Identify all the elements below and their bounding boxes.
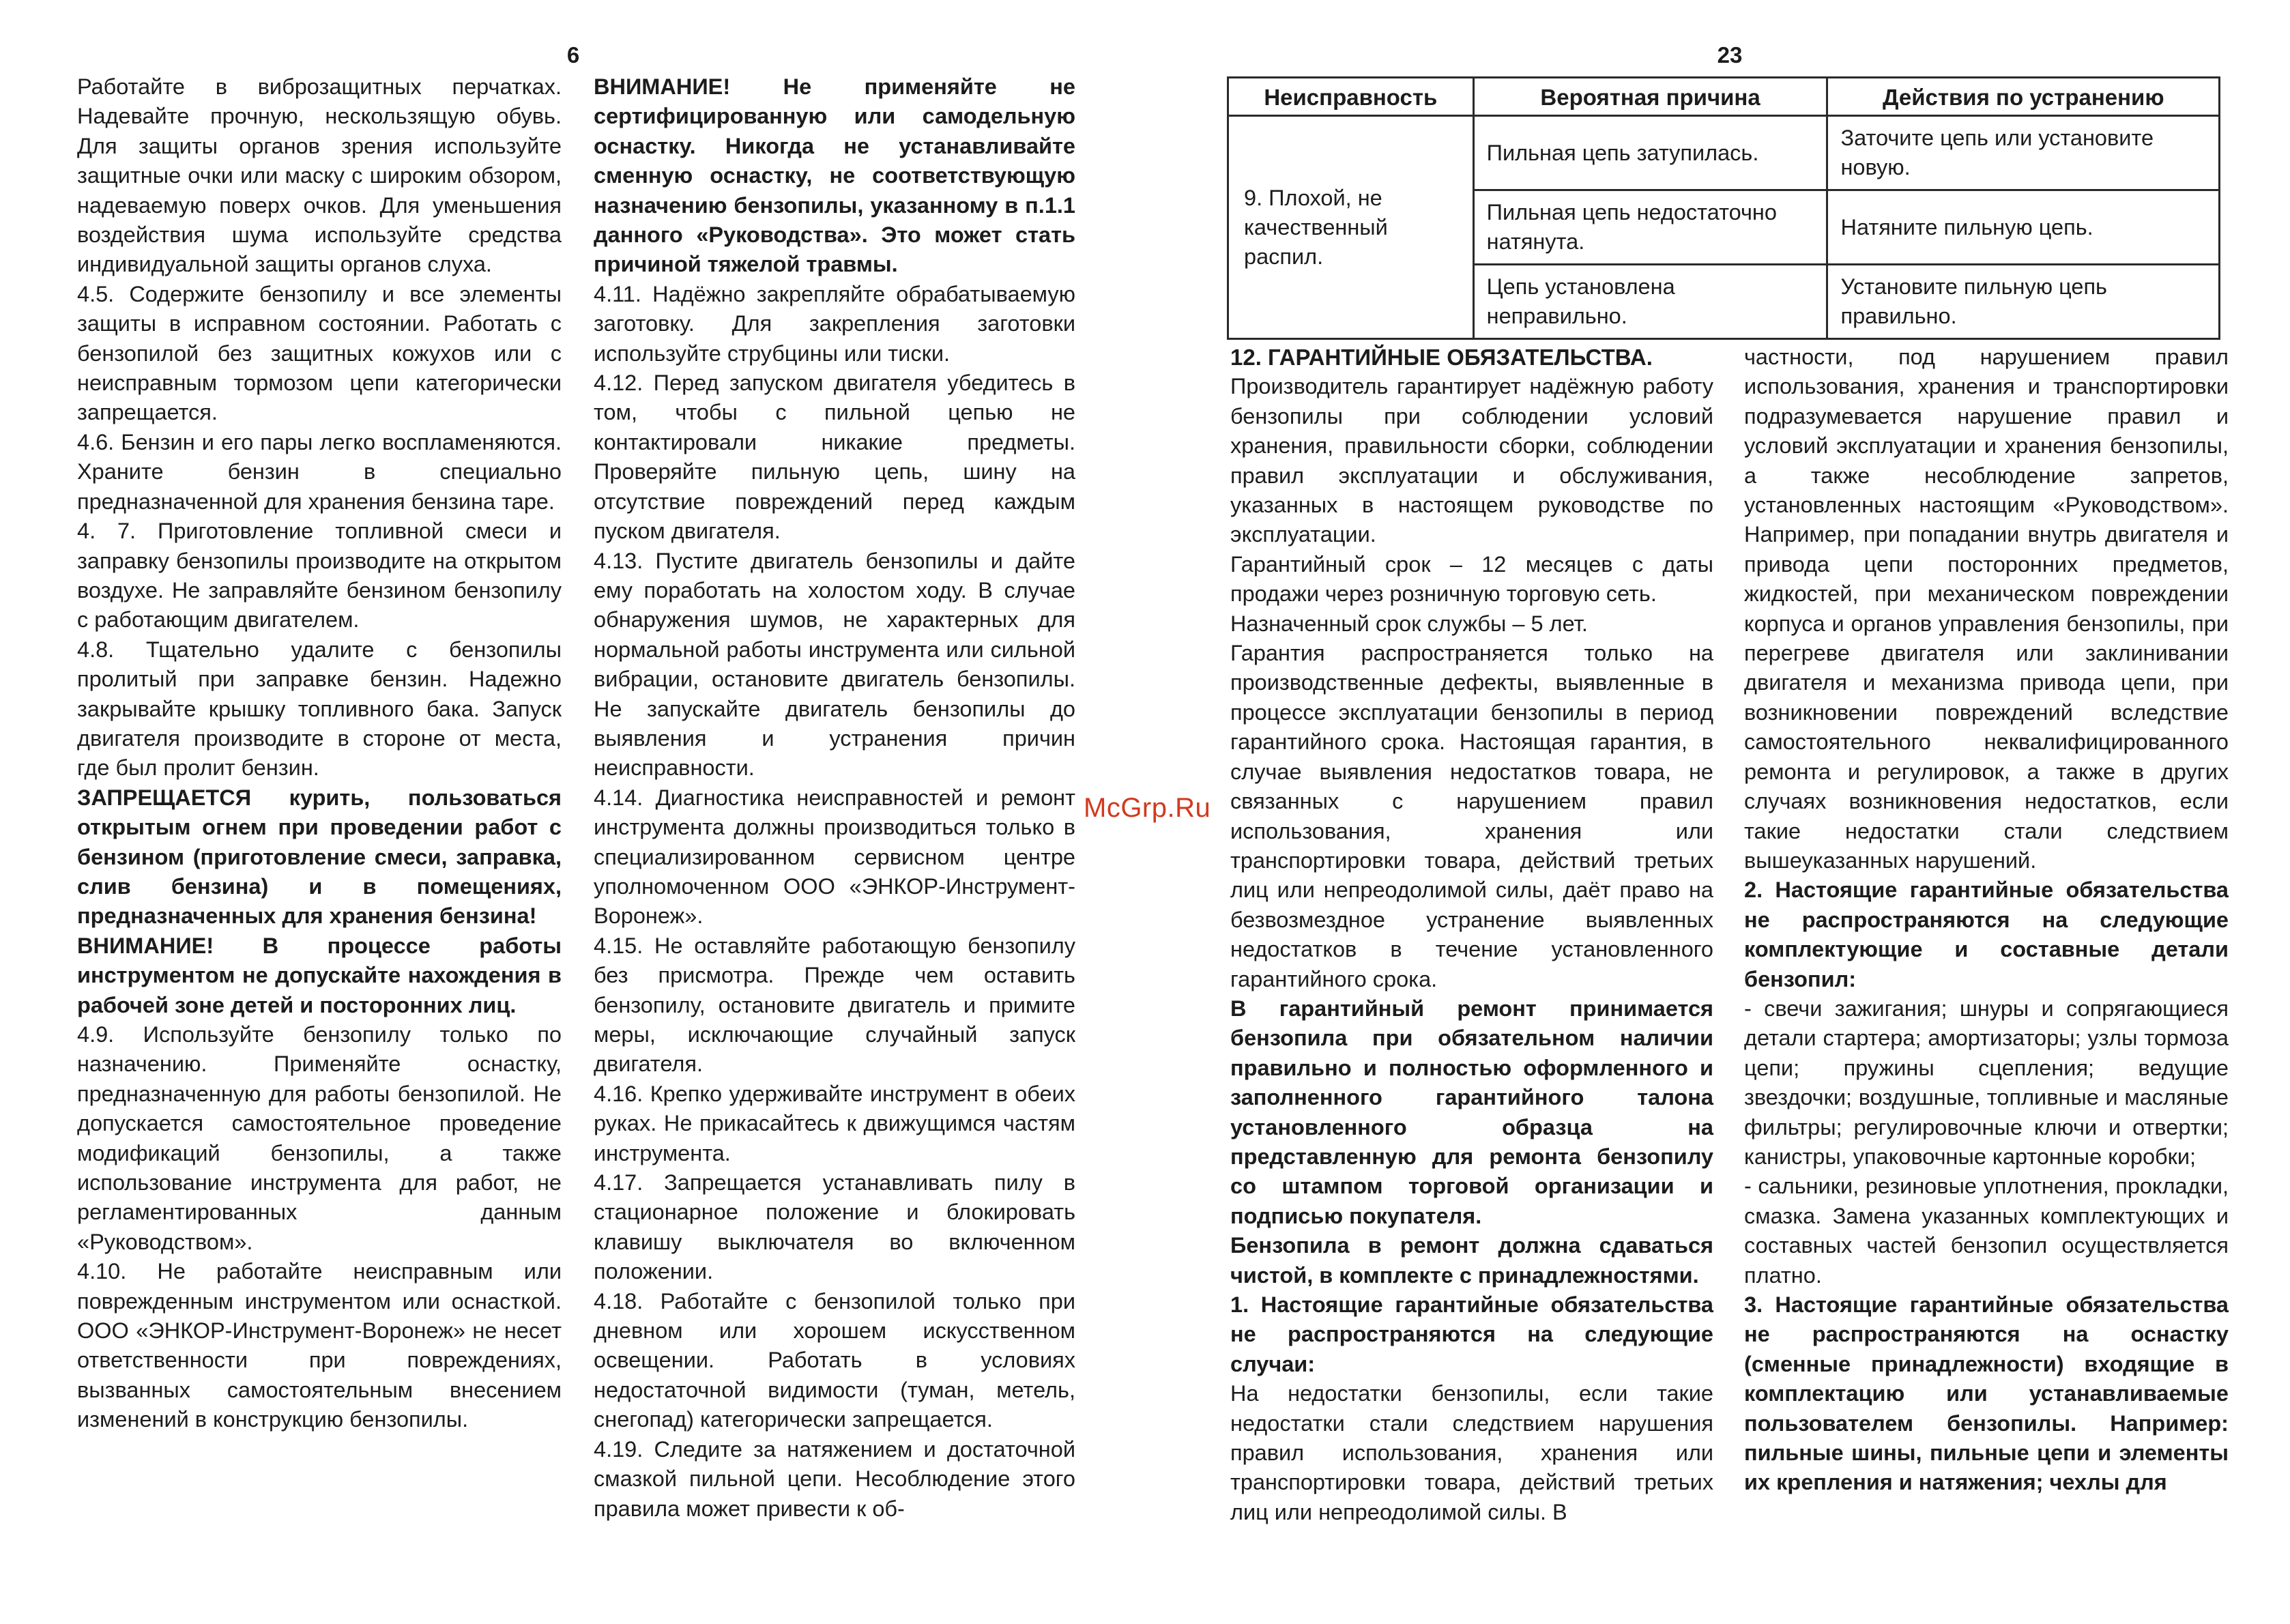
right-col1-paragraph: Гарантия распространяется только на производственные дефекты, выявленные в процессе эксплуатации бензопилы в период гарантийного срока. Настоящая гарантия, в случае выявления недостатков товара, не связанных с нарушением правил использования, хранения или транспортировки товара, действий третьих лиц или непреодолимой силы, даёт право на безвозмездное устранение выявленных недостатков в течение установленного гарантийного срока. — [1230, 641, 1713, 991]
left-col2-paragraph: 4.19. Следите за натяжением и достаточной смазкой пильной цепи. Несоблюдение этого правила может привести к об- — [594, 1436, 1075, 1521]
left-col2-paragraph: 4.15. Не оставляйте работающую бензопилу без присмотра. Прежде чем оставить бензопилу, остановите двигатель и примите меры, исключающие случайный запуск двигателя. — [594, 933, 1075, 1077]
left-col1-paragraph: 4.6. Бензин и его пары легко воспламеняются. Храните бензин в специально предназначенной для хранения бензина таре. — [77, 429, 562, 514]
left-col1-paragraph: 4.8. Тщательно удалите с бензопилы пролитый при заправке бензин. Надежно закрывайте крышку топливного бака. Запуск двигателя производите в стороне от места, где был пролит бензин. — [77, 637, 562, 781]
left-col2-paragraph: 4.12. Перед запуском двигателя убедитесь в том, чтобы с пильной цепью не контактировали никакие предметы. Проверяйте пильную цепь, шину на отсутствие повреждений перед каждым пуском двигателя. — [594, 371, 1075, 544]
left-col2-paragraph: 4.18. Работайте с бензопилой только при дневном или хорошем искусственном освещении. Работать в условиях недостаточной видимости (туман, метель, снегопад) категорически запрещается. — [594, 1288, 1075, 1432]
left-col2-paragraph: 4.17. Запрещается устанавливать пилу в стационарное положение и блокировать клавишу выключателя во включенном положении. — [594, 1170, 1075, 1284]
left-page-column-1 — [77, 72, 562, 1435]
left-col1-paragraph: Работайте в виброзащитных перчатках. Надевайте прочную, нескользящую обувь. Для защиты органов зрения используйте защитные очки или маску с широким обзором, надеваемую поверх очков. Для уменьшения воздействия шума используйте средства индивидуальной защиты органов слуха. — [77, 74, 562, 277]
table-header-row — [1228, 78, 2220, 116]
table-cell-cause: Пильная цепь недостаточно натянута. — [1473, 190, 1827, 265]
left-col1-paragraph: 4.5. Содержите бензопилу и все элементы защиты в исправном состоянии. Работать с бензопилой без защитных кожухов или с неисправным тормозом цепи категорически запрещается. — [77, 281, 562, 425]
right-col1-paragraph: В гарантийный ремонт принимается бензопила при обязательном наличии правильно и полностью оформленного и заполненного гарантийного талона установленного образца на представленную для ремонта бензопилу со штампом торговой организации и подписью покупателя. — [1230, 996, 1713, 1228]
left-col1-paragraph: ВНИМАНИЕ! В процессе работы инструментом не допускайте нахождения в рабочей зоне детей и посторонних лиц. — [77, 933, 562, 1017]
left-col2-paragraph: 4.16. Крепко удерживайте инструмент в обеих руках. Не прикасайтесь к движущимся частям инструмента. — [594, 1081, 1075, 1165]
right-col1-paragraph: Производитель гарантирует надёжную работу бензопилы при соблюдении условий хранения, правильности сборки, соблюдении правил эксплуатации и обслуживания, указанных в настоящем руководстве по эксплуатации. — [1230, 374, 1713, 547]
table-cell-cause: Цепь установлена неправильно. — [1473, 265, 1827, 339]
left-col1-paragraph: ЗАПРЕЩАЕТСЯ курить, пользоваться открытым огнем при проведении работ с бензином (приготовление смеси, заправка, слив бензина) и в помещениях, предназначенных для хранения бензина! — [77, 785, 562, 929]
table-cell-action: Заточите цепь или установите новую. — [1827, 116, 2220, 190]
right-col1-paragraph: Бензопила в ремонт должна сдаваться чистой, в комплекте с принадлежностями. — [1230, 1233, 1713, 1288]
table-header-fault: Неисправность — [1228, 78, 1474, 116]
table-cell-action: Натяните пильную цепь. — [1827, 190, 2220, 265]
table-cell-action: Установите пильную цепь правильно. — [1827, 265, 2220, 339]
right-col2-paragraph: 2. Настоящие гарантийные обязательства не распространяются на следующие комплектующие и составные детали бензопил: — [1744, 878, 2229, 991]
table-cell-fault: 9. Плохой, не качественный распил. — [1228, 116, 1474, 339]
table-header-cause: Вероятная причина — [1473, 78, 1827, 116]
table-cell-cause: Пильная цепь затупилась. — [1473, 116, 1827, 190]
left-col1-paragraph: 4. 7. Приготовление топливной смеси и заправку бензопилы производите на открытом воздухе. Не заправляйте бензином бензопилу с работающим двигателем. — [77, 519, 562, 633]
table-row — [1228, 116, 2220, 190]
right-col2-paragraph: - сальники, резиновые уплотнения, прокладки, смазка. Замена указанных комплектующих и составных частей бензопил осуществляется платно. — [1744, 1174, 2229, 1288]
left-col2-paragraph: 4.13. Пустите двигатель бензопилы и дайте ему поработать на холостом ходу. В случае обнаружения шумов, не характерных для нормальной работы инструмента или сильной вибрации, остановите двигатель бензопилы. Не запускайте двигатель бензопилы до выявления и устранения причин неисправности. — [594, 548, 1075, 781]
right-col2-paragraph: - свечи зажигания; шнуры и сопрягающиеся детали стартера; амортизаторы; узлы тормоза цепи; пружины сцепления; ведущие звездочки; воздушные, топливные и масляные фильтры; регулировочные ключи и отвертки; канистры, упаковочные картонные коробки; — [1744, 996, 2229, 1169]
right-col2-paragraph: частности, под нарушением правил использования, хранения и транспортировки подразумевается нарушение правил и условий эксплуатации и хранения бензопилы, а также несоблюдение запретов, установленных настоящим «Руководством». Например, при попадании внутрь двигателя и привода цепи посторонних предметов, жидкостей, при механическом повреждении корпуса и органов управления бензопилы, при перегреве двигателя или заклинивании двигателя и механизма привода цепи, при возникновении повреждений вследствие самостоятельного неквалифицированного ремонта и регулировок, а также в других случаях возникновения недостатков, если такие недостатки стали следствием вышеуказанных нарушений. — [1744, 345, 2229, 873]
troubleshooting-table — [1227, 76, 2220, 340]
left-col2-paragraph: 4.11. Надёжно закрепляйте обрабатываемую заготовку. Для закрепления заготовки используйте струбцины или тиски. — [594, 281, 1075, 366]
right-col1-paragraph: 12. ГАРАНТИЙНЫЕ ОБЯЗАТЕЛЬСТВА. — [1230, 345, 1653, 370]
page-number-left: 6 — [566, 42, 580, 68]
left-col1-paragraph: 4.10. Не работайте неисправным или поврежденным инструментом или оснасткой. ООО «ЭНКОР-Инструмент-Воронеж» не несет ответственности при повреждениях, вызванных самостоятельным внесением изменений в конструкцию бензопилы. — [77, 1259, 562, 1432]
right-col1-paragraph: На недостатки бензопилы, если такие недостатки стали следствием нарушения правил использования, хранения или транспортировки товара, действий третьих лиц или непреодолимой силы. В — [1230, 1381, 1713, 1524]
left-col1-paragraph: 4.9. Используйте бензопилу только по назначению. Применяйте оснастку, предназначенную для работы бензопилой. Не допускается самостоятельное проведение модификаций бензопилы, а также использование инструмента для работ, не регламентированных данным «Руководством». — [77, 1022, 562, 1254]
left-col2-paragraph: 4.14. Диагностика неисправностей и ремонт инструмента должны производиться только в специализированном сервисном центре уполномоченном ООО «ЭНКОР-Инструмент-Воронеж». — [594, 785, 1075, 929]
left-col2-paragraph: ВНИМАНИЕ! Не применяйте не сертифицированную или самодельную оснастку. Никогда не устанавливайте сменную оснастку, не соответствующую назначению бензопилы, указанному в п.1.1 данного «Руководства». Это может стать причиной тяжелой травмы. — [594, 74, 1075, 277]
table-header-action: Действия по устранению — [1827, 78, 2220, 116]
right-col1-paragraph: Назначенный срок службы – 5 лет. — [1230, 611, 1588, 636]
right-col1-paragraph: 1. Настоящие гарантийные обязательства не распространяются на следующие случаи: — [1230, 1292, 1713, 1376]
right-page-column-1 — [1230, 343, 1713, 1527]
right-col2-paragraph: 3. Настоящие гарантийные обязательства не распространяются на оснастку (сменные принадлежности) входящие в комплектацию или устанавливаемые пользователем бензопилы. Например: пильные шины, пильные цепи и элементы их крепления и натяжения; чехлы для — [1744, 1292, 2229, 1495]
right-col1-paragraph: Гарантийный срок – 12 месяцев с даты продажи через розничную торговую сеть. — [1230, 551, 1713, 607]
watermark: McGrp.Ru — [1084, 793, 1211, 823]
page-number-right: 23 — [1717, 42, 1743, 68]
left-page-column-2 — [594, 72, 1075, 1524]
right-page-column-2 — [1744, 343, 2229, 1498]
